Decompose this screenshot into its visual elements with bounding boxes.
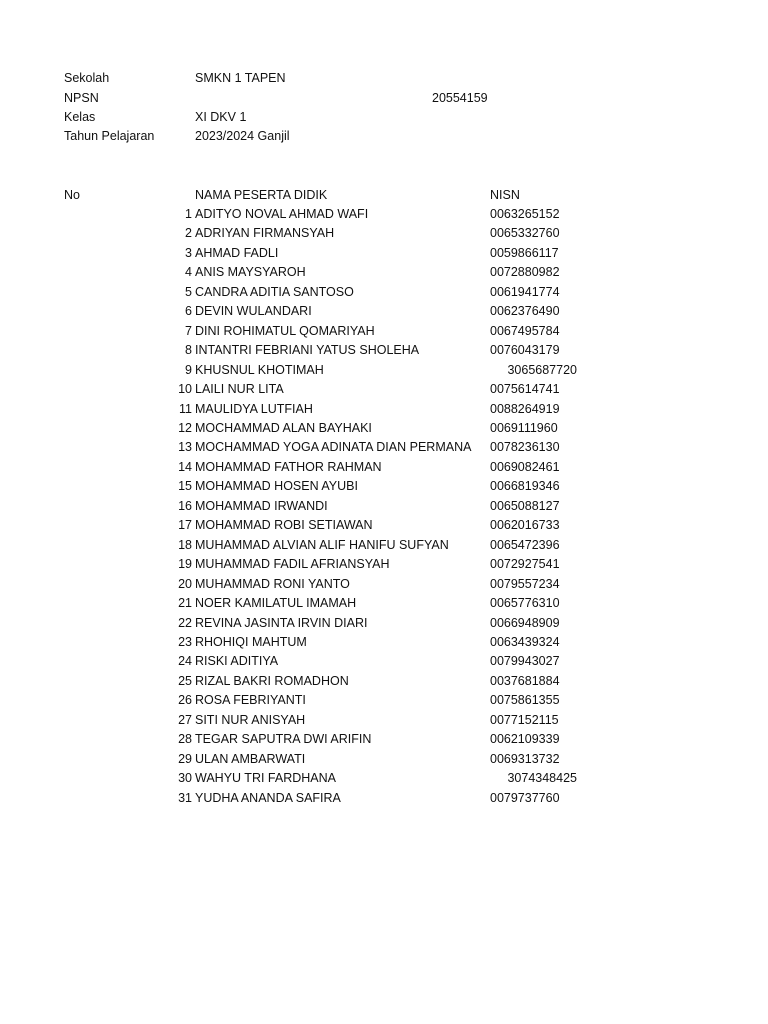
student-name: MUHAMMAD FADIL AFRIANSYAH (195, 557, 390, 572)
student-name: MOHAMMAD HOSEN AYUBI (195, 479, 358, 494)
student-name: MOHAMMAD ROBI SETIAWAN (195, 518, 373, 533)
student-nisn: 0062109339 (490, 732, 560, 747)
student-name: ADRIYAN FIRMANSYAH (195, 226, 335, 241)
table-row (0, 400, 768, 419)
student-name: MUHAMMAD RONI YANTO (195, 576, 350, 591)
table-row (0, 458, 768, 477)
table-row (0, 652, 768, 671)
student-name: RIZAL BAKRI ROMADHON (195, 673, 349, 688)
student-nisn: 0066819346 (490, 479, 560, 494)
table-row (0, 263, 768, 282)
table-row (0, 380, 768, 399)
student-nisn: 0076043179 (490, 343, 560, 358)
tahun-value: 2023/2024 Ganjil (195, 129, 290, 143)
student-name: RISKI ADITIYA (195, 654, 279, 669)
table-row (0, 789, 768, 808)
row-number: 22 (178, 615, 192, 630)
row-number: 12 (178, 420, 192, 435)
info-row-npsn (0, 89, 768, 108)
npsn-label: NPSN (64, 91, 99, 105)
info-row-sekolah (0, 69, 768, 88)
table-row (0, 224, 768, 243)
table-row (0, 341, 768, 360)
row-number: 4 (185, 265, 192, 280)
row-number: 28 (178, 732, 192, 747)
student-nisn: 0062376490 (490, 304, 560, 319)
student-name: LAILI NUR LITA (195, 382, 284, 396)
row-number: 23 (178, 634, 192, 649)
student-name: YUDHA ANANDA SAFIRA (195, 790, 341, 805)
row-number: 1 (185, 207, 192, 221)
student-nisn: 0037681884 (490, 673, 560, 688)
student-name: MOCHAMMAD YOGA ADINATA DIAN PERMANA (195, 440, 472, 455)
table-row (0, 205, 768, 224)
student-nisn: 0079557234 (490, 576, 560, 591)
student-nisn: 0077152115 (490, 712, 559, 727)
student-name: MOHAMMAD IRWANDI (195, 498, 328, 513)
column-header-no: No (64, 188, 80, 202)
student-nisn: 0069111960 (490, 420, 558, 435)
student-nisn: 0072927541 (490, 557, 560, 572)
student-nisn: 0067495784 (490, 323, 560, 338)
row-number: 16 (178, 498, 192, 513)
student-nisn: 0065088127 (490, 498, 560, 513)
row-number: 15 (178, 479, 192, 494)
student-nisn: 0072880982 (490, 265, 560, 280)
student-nisn: 0069082461 (490, 459, 560, 474)
student-name: INTANTRI FEBRIANI YATUS SHOLEHA (195, 343, 420, 358)
student-nisn: 0066948909 (490, 615, 560, 630)
table-row (0, 672, 768, 691)
row-number: 3 (185, 245, 192, 260)
row-number: 11 (179, 401, 192, 416)
student-nisn: 0078236130 (490, 440, 560, 455)
student-nisn: 0059866117 (490, 245, 559, 260)
kelas-label: Kelas (64, 110, 96, 124)
student-name: ULAN AMBARWATI (195, 751, 306, 766)
row-number: 27 (178, 712, 192, 727)
table-row (0, 536, 768, 555)
student-name: AHMAD FADLI (195, 245, 279, 260)
table-row (0, 322, 768, 341)
row-number: 13 (178, 440, 192, 455)
student-name: RHOHIQI MAHTUM (195, 634, 307, 649)
student-name: CANDRA ADITIA SANTOSO (195, 284, 354, 299)
table-row (0, 244, 768, 263)
student-nisn: 0065332760 (490, 226, 560, 241)
table-row (0, 497, 768, 516)
row-number: 31 (178, 790, 192, 805)
student-nisn: 0075614741 (490, 382, 560, 396)
column-header-name: NAMA PESERTA DIDIK (195, 188, 328, 202)
row-number: 10 (178, 382, 192, 396)
npsn-value: 20554159 (432, 91, 488, 105)
column-header-nisn: NISN (490, 188, 520, 202)
row-number: 14 (178, 459, 192, 474)
tahun-label: Tahun Pelajaran (64, 129, 155, 143)
student-nisn: 0079943027 (490, 654, 560, 669)
student-name: NOER KAMILATUL IMAMAH (195, 596, 357, 610)
info-row-tahun (0, 127, 768, 146)
row-number: 2 (185, 226, 192, 241)
table-row (0, 575, 768, 594)
table-row (0, 438, 768, 457)
table-row (0, 302, 768, 321)
student-name: ROSA FEBRIYANTI (195, 693, 306, 708)
table-row (0, 516, 768, 535)
row-number: 21 (178, 596, 192, 610)
table-row (0, 769, 768, 788)
student-nisn: 0063439324 (490, 634, 560, 649)
student-name: MOHAMMAD FATHOR RAHMAN (195, 459, 382, 474)
row-number: 29 (178, 751, 192, 766)
student-name: DINI ROHIMATUL QOMARIYAH (195, 323, 375, 338)
student-nisn: 3074348425 (507, 771, 577, 785)
student-name: MOCHAMMAD ALAN BAYHAKI (195, 420, 372, 435)
student-nisn: 0065776310 (490, 596, 560, 610)
kelas-value: XI DKV 1 (195, 110, 247, 124)
row-number: 20 (178, 576, 192, 591)
student-name: REVINA JASINTA IRVIN DIARI (195, 615, 368, 630)
sekolah-value: SMKN 1 TAPEN (195, 71, 286, 85)
student-nisn: 0063265152 (490, 207, 560, 221)
student-nisn: 0062016733 (490, 518, 560, 533)
table-row (0, 477, 768, 496)
row-number: 17 (178, 518, 192, 533)
row-number: 7 (185, 323, 192, 338)
student-name: ANIS MAYSYAROH (195, 265, 306, 280)
student-nisn: 0069313732 (490, 751, 560, 766)
row-number: 30 (178, 771, 192, 785)
table-row (0, 711, 768, 730)
table-row (0, 283, 768, 302)
table-row (0, 361, 768, 380)
table-row (0, 750, 768, 769)
table-row (0, 633, 768, 652)
student-name: TEGAR SAPUTRA DWI ARIFIN (195, 732, 372, 747)
row-number: 9 (185, 362, 192, 377)
table-row (0, 730, 768, 749)
sekolah-label: Sekolah (64, 71, 110, 85)
table-row (0, 594, 768, 613)
student-name: KHUSNUL KHOTIMAH (195, 362, 324, 377)
row-number: 5 (185, 284, 192, 299)
student-name: WAHYU TRI FARDHANA (195, 771, 336, 785)
student-nisn: 0065472396 (490, 537, 560, 552)
table-row (0, 555, 768, 574)
student-nisn: 0061941774 (490, 284, 560, 299)
table-header (0, 186, 768, 205)
row-number: 26 (178, 693, 192, 708)
table-row (0, 614, 768, 633)
student-name: SITI NUR ANISYAH (195, 712, 306, 727)
student-name: ADITYO NOVAL AHMAD WAFI (195, 207, 369, 221)
row-number: 8 (185, 343, 192, 358)
table-row (0, 419, 768, 438)
table-row (0, 691, 768, 710)
student-nisn: 0075861355 (490, 693, 560, 708)
student-nisn: 0079737760 (490, 790, 560, 805)
student-name: MUHAMMAD ALVIAN ALIF HANIFU SUFYAN (195, 537, 449, 552)
student-nisn: 3065687720 (507, 362, 577, 377)
info-row-kelas (0, 108, 768, 127)
student-name: DEVIN WULANDARI (195, 304, 312, 319)
row-number: 24 (178, 654, 192, 669)
row-number: 19 (178, 557, 192, 572)
student-nisn: 0088264919 (490, 401, 560, 416)
row-number: 25 (178, 673, 192, 688)
student-name: MAULIDYA LUTFIAH (195, 401, 313, 416)
row-number: 18 (178, 537, 192, 552)
row-number: 6 (185, 304, 192, 319)
